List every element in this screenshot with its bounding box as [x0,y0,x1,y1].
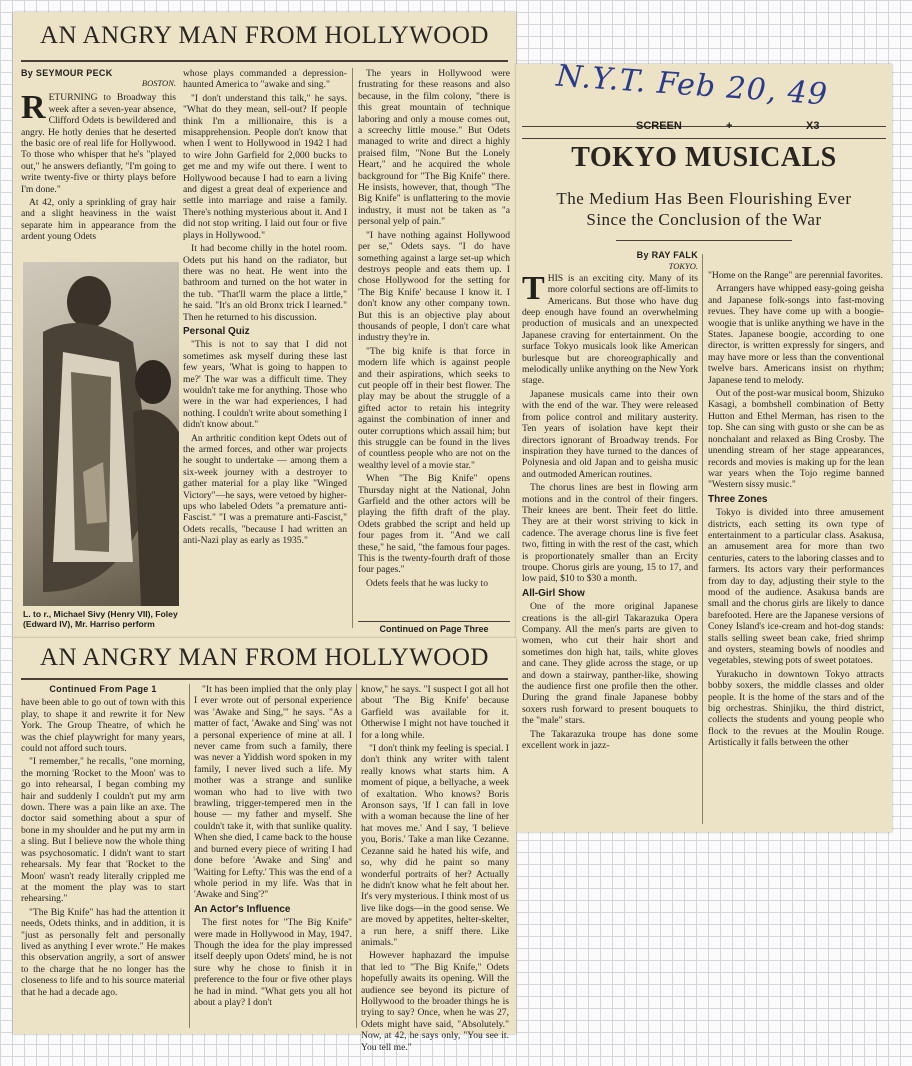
paragraph: "The Big Knife" has had the attention it needs, Odets thinks, and in addition, it is "just as personally felt and personally lived as anything I ever wrote." He makes this observation angrily, a sort of answer to the charge that he no longer has the closeness to life and to his source material that he had a decade ago. [21,906,185,998]
cast-photo [23,262,179,606]
section-label: SCREEN [636,120,682,132]
paragraph: When "The Big Knife" opens Thursday night at the National, John Garfield and the other actors will be playing the fifth draft of the play. Odets grabbed the script and held up four pages from it. "And we call these," he said, "the famous four pages. This is the twenty-fourth draft of those four pages." [358,473,510,576]
column-rule [356,684,357,1028]
column-rule [189,684,190,1028]
column-rule [352,68,353,628]
paragraph: The chorus lines are best in flowing arm motions and in the control of their fingers. Their knees are bent. Their feet do little. They are at their worst striving to kick in cadence. The average chorus line is five feet two, fitting in with the rest of the cast, which is proportionately smaller than an Ercity troupe. Chorus girls are young, 15 to 17, and low paid, $10 to $30 a month. [522,482,698,585]
dateline: BOSTON. [141,78,176,88]
clipping-tokyo-musicals [516,58,892,832]
column-2 [194,684,352,1030]
section-mark: + [726,120,733,132]
byline: By RAY FALK [636,250,698,260]
paragraph: "The big knife is that force in modern life which is against people and their aspirations, which seeks to cut people off in their best flower. The play may be about the struggle of a gifted actor to retain his integrity against the combination of inner and outer corruptions which assail him; but this struggle can be found in the lives of countless people who are not on the wealthy level of a movie star." [358,345,510,471]
paragraph: Odets feels that he was lucky to [366,577,489,589]
subhead: All-Girl Show [522,587,585,599]
paragraph: Tokyo is divided into three amusement districts, each setting its own type of entertainment to a particular class. Asakusa, an amusement area for more than two centuries, caters to the laboring classes and to farmers. Its actors vary their performances from day to day, adjusting their style to the mood of the audience. Asakusa bands are small and the chorus girls are likely to dance barefooted. Here are the Japanese versions of Coney Island's ice-cream and hot-dog stands: stalls selling sweet bean cake, fried shrimp and oysters, steaming bowls of noodles and vegetables, stewing pots of sweet potatoes. [708,507,884,667]
paragraph: "I have nothing against Hollywood per se," Odets says. "I do have something against a large set-up which destroys people and eats them up. I chose Hollywood for the setting for 'The Big Knife' because I know it. I don't know any other company town. But this is an objective play about thousands of people, I don't care what industry they're in. [358,229,510,344]
column-2 [183,68,347,636]
paragraph: The Takarazuka troupe has done some excellent work in jazz- [522,728,698,752]
deck: The Medium Has Been Flourishing Ever Since the Conclusion of the War [556,189,852,229]
paragraph: whose plays commanded a depression-haunted America to "awake and sing." [183,68,347,91]
paragraph: "I don't think my feeling is special. I don't think any writer with talent really knows what starts him. A moment of pique, a bellyache, a week of exaltation. Who knows? Boris Aronson says, 'If I can fall in love with a woman because the line of her hat moves me.' And I say, 'I believe you, Boris.' Take a man like Cezanne. Cezanne said he hated his wife, and so, why did he paint so many wonderful portraits of her? Actually he didn't know what he felt about her. It's very mysterious. I think most of us live like dogs—in the good sense. We are moved by appetites, helter-skelter, a run here, a sniff there. Like animals." [361,743,509,948]
paragraph: "Home on the Range" are perennial favorites. [708,270,883,281]
drop-cap: T [522,269,545,307]
column-1 [21,684,185,1030]
subhead: Three Zones [708,493,768,505]
paragraph: Out of the post-war musical boom, Shizuko Kasagi, a bombshell combination of Betty Hutton and Ethel Merman, has risen to the top. She can sing with gusto or she can be as nonchalant and relaxed as Bing Crosby. The unending stream of her stage appearances, records and movies is making up for the lean war years when the Tojo regime banned "Western sissy music." [708,388,884,491]
headline: AN ANGRY MAN FROM HOLLYWOOD [40,644,489,671]
paragraph: One of the more original Japanese creations is the all-girl Takarazuka Opera Company. All the men's parts are given to women, who cut their hair short and sometimes don high hat, tails, white gloves and cane. They glide across the stage, or up and down a stairway, panther-like, showing the audience first one profile then the other. During the grand finale Japanese bobby soxers rush forward to present bouquets to the "male" stars. [522,601,698,727]
clipping-angry-man-continued [13,638,516,1053]
photo-figures [23,262,179,606]
photo-caption: L. to r., Michael Sivy (Henry VII), Foley (Edward IV), Mr. Harriso perform [23,609,178,630]
paragraph: At 42, only a sprinkling of gray hair and a slight heaviness in the waist separate him in appearance from the ardent young Odets [21,197,176,243]
paragraph: "This is not to say that I did not sometimes ask myself during these last few years, 'What is going to happen to me?' The war was a difficult time. They wouldn't take me for anything. Those who were in the war had experiences, I had nothing. I couldn't write about something I didn't know about." [183,339,347,431]
column-2 [708,270,884,828]
paragraph: "I remember," he recalls, "one morning, the morning 'Rocket to the Moon' was to go into rehearsal, I began combing my hair and suddenly I couldn't put my arm down. There was a pain like an axe. The doctor said something about a spur of bone in my shoulder and he put my arm in a sling. But I believe now the whole thing was psychosomatic. I didn't want to start rehearsals. My fear that 'Rocket to the Moon' wasn't ready literally crippled me at the moment the play was to start rehearsing." [21,756,185,905]
section-rule [522,126,886,127]
paragraph: Japanese musicals came into their own with the end of the war. They were released from police control and military austerity. Ten years of isolation have kept their directors ignorant of Broadway trends. For inspiration they have turned to the dances of Polynesia and old Japan and to geisha music and outmoded American routines. [522,388,698,480]
paragraph: ETURNING to Broadway this week after a seven-year absence, Clifford Odets is bewildered and angry. He hotly denies that he deserted the basic ore of real life for Hollywood. To those who whisper that he's "played out," he answers defiantly, "I'm going to write twenty-five or thirty plays before I'm done." [21,92,176,195]
paragraph: know," he says. "I suspect I got all hot about 'The Big Knife' because Garfield was available for it. Otherwise I might not have touched it for a long while. [361,684,509,741]
continued-line: Continued on Page Three [358,621,510,634]
clipping-angry-man-top [13,12,516,638]
paragraph: have been able to go out of town with this play, to shape it and rewrite it for New York. The Group Theatre, of which he was the chief playwright for many years, could not afford such tours. [21,697,185,755]
paragraph: "It has been implied that the only play I ever wrote out of personal experience was 'Awake and Sing,'" he says. "As a matter of fact, 'Awake and Sing' was not a personal experience of mine at all. I never came from such a family, there was never a Yiddish word spoken in my family, I never lived such a life. My mother was a strange and sunlike woman who had to live with two brawling, trigger-tempered men in the house — my father and myself. She couldn't take it, with that sunlike quality. When she died, I came back to the house and burned every piece of writing I had done before 'Awake and Sing' and 'Waiting for Lefty.' This was the end of a whole period in my life. Was that in 'Awake and Sing'?" [194,684,352,901]
subhead: Personal Quiz [183,325,250,337]
paragraph: The first notes for "The Big Knife" were made in Hollywood in May, 1947. Though the idea for the play impressed itself deeply upon Odets' mind, he is not sure why he chose to finish it in preference to the four or five other plays he had in mind. "What gets you all hot about a play? I don't [194,917,352,1008]
page-mark: X3 [806,120,820,132]
headline-rule [21,60,508,62]
paragraph: The years in Hollywood were frustrating for these reasons and also because, in the film colony, "there is this great mountain of technique laboring and only a mouse comes out, a screechy little mouse." But Odets managed to write and direct a highly praised film, "None But the Lonely Heart," and he acquired the whole background for "The Big Knife" there. He insists, however, that, though "The Big Knife" is unflattering to the movie industry, it must not be taken as "a personal yelp of pain." [358,68,510,228]
continued-from: Continued From Page 1 [49,684,157,694]
column-1 [21,68,176,258]
headline: AN ANGRY MAN FROM HOLLYWOOD [40,22,489,49]
paragraph: It had become chilly in the hotel room. Odets put his hand on the radiator, but there was no heat. He went into the bathroom and turned on the hot water in the tub. "That'll warm the place a little," he said. "It's an old Bronx trick I learned." Then he returned to his discussion. [183,243,347,323]
drop-cap: R [21,89,46,127]
paragraph: However haphazard the impulse that led to "The Big Knife," Odets hopefully awaits its opening. Will the audience see beyond its picture of Hollywood to the broader things he is trying to say? Once, when he was 27, Odets might have said, "Absolutely." Now, at 42, he says only, "You see it. You tell me." [361,950,509,1053]
headline: TOKYO MUSICALS [571,142,837,173]
subhead: An Actor's Influence [194,903,291,915]
column-3 [358,68,510,616]
deck-rule [616,240,792,241]
paragraph: Yurakucho in downtown Tokyo attracts bobby soxers, the middle classes and older people. It is the home of the stars and of the big orchestras. Shinjiku, the third district, collects the students and young people who flock to the revues at the Moulin Rouge. Artistically it falls between the other [708,668,884,749]
headline-rule [21,678,508,680]
paragraph: HIS is an exciting city. Many of its more colorful sections are off-limits to Americans. But those who have dug deep enough have found an overwhelming production of musicals and an unexpected Japanese craving for entertainment. On the surface Tokyo musicals look like American burlesque but are choreographically and melodically unlike anything on the New York stage. [522,272,698,387]
paragraph: An arthritic condition kept Odets out of the armed forces, and other war projects he sought to undertake — among them a six-week journey with a destroyer to gather material for a play like "Winged Victory"—he says, were vetoed by higher-ups who labeled Odets "a premature anti-Fascist." "I was a premature anti-Fascist," Odets recalls, "because I had written an anti-Nazi play as early as 1935." [183,432,347,547]
column-1 [522,250,698,828]
dateline: TOKYO. [668,261,698,272]
paragraph: "I don't understand this talk," he says. "What do they mean, sell-out? If people think I'm a millionaire, this is a misapprehension. People don't know that when I went to Hollywood in 1942 I had to wire John Garfield for 2,000 bucks to get me and my wife out there. I went to Hollywood because I had to earn a living and digest a great deal of experience and settle into marriage and raise a family. There's nothing mysterious about it. And I did not stop writing. I laid out four or five plays in Hollywood." [183,92,347,241]
section-rule-2 [522,138,886,139]
column-3 [361,684,509,1053]
paragraph: Arrangers have whipped easy-going geisha and Japanese folk-songs into fast-moving revues. They have come up with a boogie-woogie that is unlike anything we have in the States. Japanese boogie, according to one director, is written expressly for singers, and may have more or less than the conventional twelve bars. Americans insist on rhythm; Japanese tend to melody. [708,283,884,386]
column-rule [702,254,703,824]
handwritten-date: N.Y.T. Feb 20, 49 [555,58,829,113]
byline: By SEYMOUR PECK [21,68,113,78]
